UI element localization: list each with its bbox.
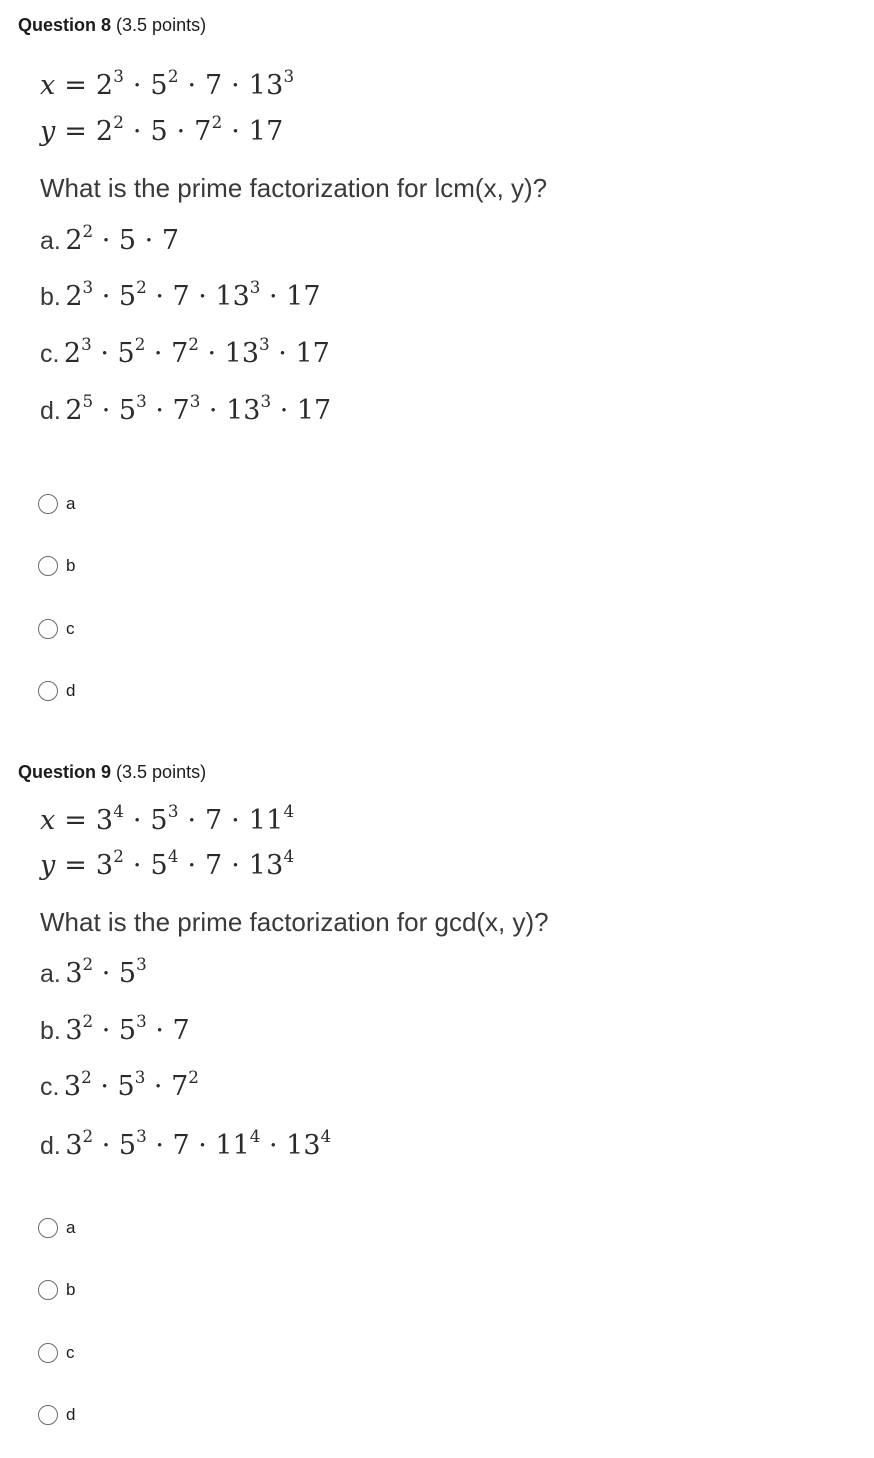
radio-label[interactable]: a <box>66 494 76 513</box>
radio-label[interactable]: c <box>66 619 75 638</box>
option-a-text: a. $3^2 \cdot 5^3$ <box>40 953 147 989</box>
radio-circle[interactable] <box>38 1280 58 1300</box>
question-points: (3.5 points) <box>116 15 207 35</box>
radio-label[interactable]: d <box>66 681 76 700</box>
option-b-text: b. $3^2 \cdot 5^3 \cdot 7$ <box>40 1010 190 1046</box>
radio-option-d[interactable] <box>38 678 75 704</box>
question-number: Question 9 <box>18 762 112 782</box>
equation-y: $y = 3^2 \cdot 5^4 \cdot 7 \cdot 13^4$ <box>40 845 295 881</box>
radio-circle[interactable] <box>38 1405 58 1425</box>
question-8-header <box>18 15 206 36</box>
radio-circle[interactable] <box>38 556 58 576</box>
radio-circle[interactable] <box>38 1343 58 1363</box>
option-c-text: c. $3^2 \cdot 5^3 \cdot 7^2$ <box>40 1066 199 1102</box>
option-b-text: b. $2^3 \cdot 5^2 \cdot 7 \cdot 13^3 \cdot 17$ <box>40 276 321 312</box>
radio-label[interactable]: d <box>66 1405 76 1424</box>
radio-option-a[interactable] <box>38 491 75 517</box>
radio-circle[interactable] <box>38 619 58 639</box>
radio-circle[interactable] <box>38 1218 58 1238</box>
option-a-text: a. $2^2 \cdot 5 \cdot 7$ <box>40 220 180 256</box>
equation-y: $y = 2^2 \cdot 5 \cdot 7^2 \cdot 17$ <box>40 111 284 147</box>
radio-label[interactable]: a <box>66 1218 76 1237</box>
option-c-text: c. $2^3 \cdot 5^2 \cdot 7^2 \cdot 13^3 \cdot 17$ <box>40 333 330 369</box>
question-9-header <box>18 762 206 783</box>
radio-label[interactable]: c <box>66 1343 75 1362</box>
option-d-text: d. $3^2 \cdot 5^3 \cdot 7 \cdot 11^4 \cdot 13^4$ <box>40 1125 332 1161</box>
radio-option-d[interactable] <box>38 1402 75 1428</box>
radio-label[interactable]: b <box>66 1280 76 1299</box>
radio-label[interactable]: b <box>66 556 76 575</box>
radio-circle[interactable] <box>38 681 58 701</box>
question-prompt: What is the prime factorization for gcd(x, y)? <box>40 907 549 937</box>
option-d-text: d. $2^5 \cdot 5^3 \cdot 7^3 \cdot 13^3 \cdot 17$ <box>40 390 332 426</box>
radio-option-b[interactable] <box>38 1277 75 1303</box>
question-points: (3.5 points) <box>116 762 207 782</box>
radio-option-b[interactable] <box>38 553 75 579</box>
radio-option-c[interactable] <box>38 1340 75 1366</box>
radio-option-a[interactable] <box>38 1215 75 1241</box>
radio-circle[interactable] <box>38 494 58 514</box>
equation-x: $x = 3^4 \cdot 5^3 \cdot 7 \cdot 11^4$ <box>40 800 295 836</box>
equation-x: $x = 2^3 \cdot 5^2 \cdot 7 \cdot 13^3$ <box>40 65 295 101</box>
question-prompt: What is the prime factorization for lcm(x, y)? <box>40 173 548 203</box>
question-number: Question 8 <box>18 15 112 35</box>
radio-option-c[interactable] <box>38 616 75 642</box>
